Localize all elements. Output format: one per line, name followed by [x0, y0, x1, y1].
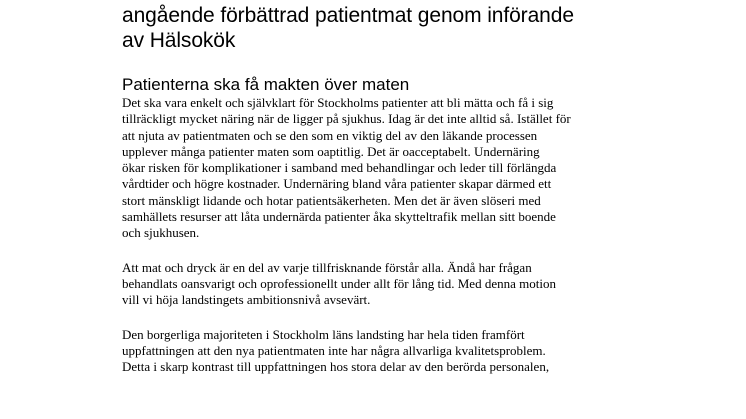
text-line: uppfattningen att den nya patientmaten inte har några allvarliga kvalitetsproblem. [122, 342, 546, 358]
section-heading: Patienterna ska få makten över maten [122, 75, 410, 94]
text-line: tillräckligt mycket näring när de ligger på sjukhus. Idag är det inte alltid så. Istället för [122, 111, 571, 127]
text-line: stort mänskligt lidande och hotar patientsäkerheten. Men det är även slöseri med [122, 192, 541, 208]
text-line: ökar risken för komplikationer i samband med behandlingar och leder till förlängda [122, 160, 557, 176]
text-line: vill vi höja landstingets ambitionsnivå avsevärt. [122, 292, 371, 308]
paragraph-3 [122, 327, 642, 376]
text-line: upplever många patienter maten som oaptitlig. Det är oacceptabelt. Undernäring [122, 143, 540, 159]
title-line: av Hälsokök [122, 29, 236, 52]
text-line: samhällets resurser att låta undernärda patienter åka skytteltrafik mellan sitt boende [122, 209, 556, 225]
document-page [122, 0, 642, 375]
text-line: behandlats oansvarigt och oprofessionellt under allt för lång tid. Med denna motion [122, 275, 556, 291]
paragraph-1 [122, 95, 642, 242]
paragraph-gap [122, 242, 642, 260]
text-line: Det ska vara enkelt och självklart för Stockholms patienter att bli mätta och få i sig [122, 95, 554, 110]
title-line: angående förbättrad patientmat genom införande [122, 4, 574, 27]
text-line: att njuta av patientmaten och se den som en viktig del av den läkande processen [122, 127, 538, 143]
paragraph-gap [122, 309, 642, 327]
text-line: Detta i skarp kontrast till uppfattningen hos stora delar av den berörda personalen, [122, 359, 550, 375]
paragraph-2 [122, 260, 642, 309]
text-line: vårdtider och högre kostnader. Undernäring bland våra patienter skapar därmed ett [122, 176, 552, 192]
document-title [122, 3, 642, 53]
text-line: och sjukhusen. [122, 225, 200, 241]
text-line: Att mat och dryck är en del av varje tillfrisknande förstår alla. Ändå har frågan [122, 259, 532, 275]
text-line: Den borgerliga majoriteten i Stockholm läns landsting har hela tiden framfört [122, 326, 525, 342]
